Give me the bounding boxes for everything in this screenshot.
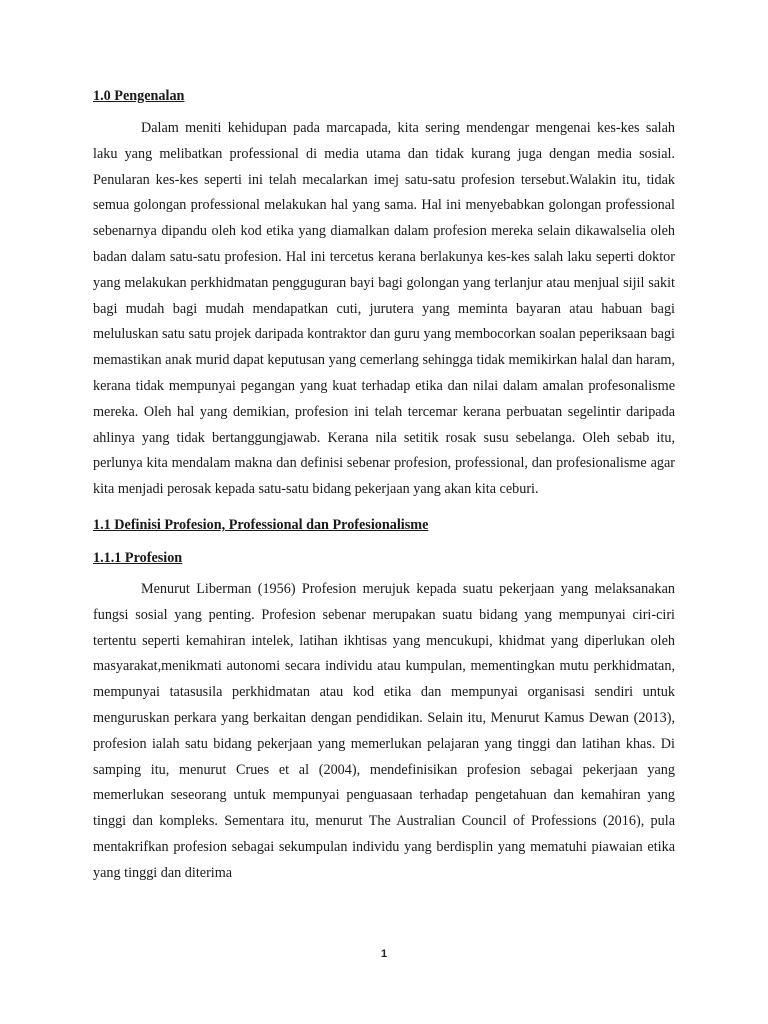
paragraph-pengenalan-text: Dalam meniti kehidupan pada marcapada, kita sering mendengar mengenai kes-kes salah laku yang melibatkan professional di media utama dan tidak kurang juga dengan media sosial. Penularan kes-kes seperti ini telah mecalarkan imej satu-satu profesion tersebut.Walakin itu, tidak semua golongan professional melakukan hal yang sama. Hal ini menyebabkan golongan professional sebenarnya dipandu oleh kod etika yang diamalkan dalam profesion mereka selain dikawalselia oleh badan dalam satu-satu profesion. Hal ini tercetus kerana berlakunya kes-kes salah laku seperti doktor yang melakukan perkhidmatan pengguguran bayi bagi golongan yang terlanjur atau menjual sijil sakit bagi mudah bagi mudah mendapatkan cuti, jurutera yang meminta bayaran atau habuan bagi meluluskan satu satu projek daripada kontraktor dan guru yang membocorkan soalan peperiksaan bagi memastikan anak murid dapat keputusan yang cemerlang sehingga tidak memikirkan halal dan haram, kerana tidak mempunyai pegangan yang kuat terhadap etika dan nilai dalam amalan profesonalisme mereka. Oleh hal yang demikian, profesion ini telah tercemar kerana perbuatan segelintir daripada ahlinya yang tidak bertanggungjawab. Kerana nila setitik rosak susu sebelanga. Oleh sebab itu, perlunya kita mendalam makna dan definisi sebenar profesion, professional, dan profesionalisme agar kita menjadi perosak kepada satu-satu bidang pekerjaan yang akan kita ceburi.	[93, 120, 675, 498]
page-number: 1	[380, 948, 388, 960]
paragraph-profesion	[93, 577, 675, 887]
subsection-heading-profesion: 1.1.1 Profesion	[93, 549, 183, 566]
section-heading-pengenalan: 1.0 Pengenalan	[93, 88, 185, 104]
document-page	[93, 86, 675, 887]
paragraph-profesion-text: Menurut Liberman (1956) Profesion merujuk kepada suatu pekerjaan yang melaksanakan fungsi sosial yang penting. Profesion sebenar merupakan suatu bidang yang mempunyai ciri-ciri tertentu seperti kemahiran intelek, latihan ikhtisas yang mencukupi, khidmat yang diperlukan oleh masyarakat,menikmati autonomi secara individu atau kumpulan, mementingkan mutu perkhidmatan, mempunyai tatasusila perkhidmatan atau kod etika dan mempunyai organisasi sendiri untuk menguruskan perkara yang berkaitan dengan pendidikan. Selain itu, Menurut Kamus Dewan (2013), profesion ialah satu bidang pekerjaan yang memerlukan pelajaran yang tinggi dan latihan khas. Di samping itu, menurut Crues et al (2004), mendefinisikan profesion sebagai pekerjaan yang memerlukan seseorang untuk mempunyai penguasaan terhadap pengetahuan dan kemahiran yang tinggi dan kompleks. Sementara itu, menurut The Australian Council of Professions (2016), pula mentakrifkan profesion sebagai sekumpulan individu yang berdisplin yang mematuhi piawaian etika yang tinggi dan diterima	[93, 580, 675, 881]
paragraph-pengenalan	[93, 116, 675, 503]
section-heading-definisi: 1.1 Definisi Profesion, Professional dan Profesionalisme	[93, 516, 429, 533]
